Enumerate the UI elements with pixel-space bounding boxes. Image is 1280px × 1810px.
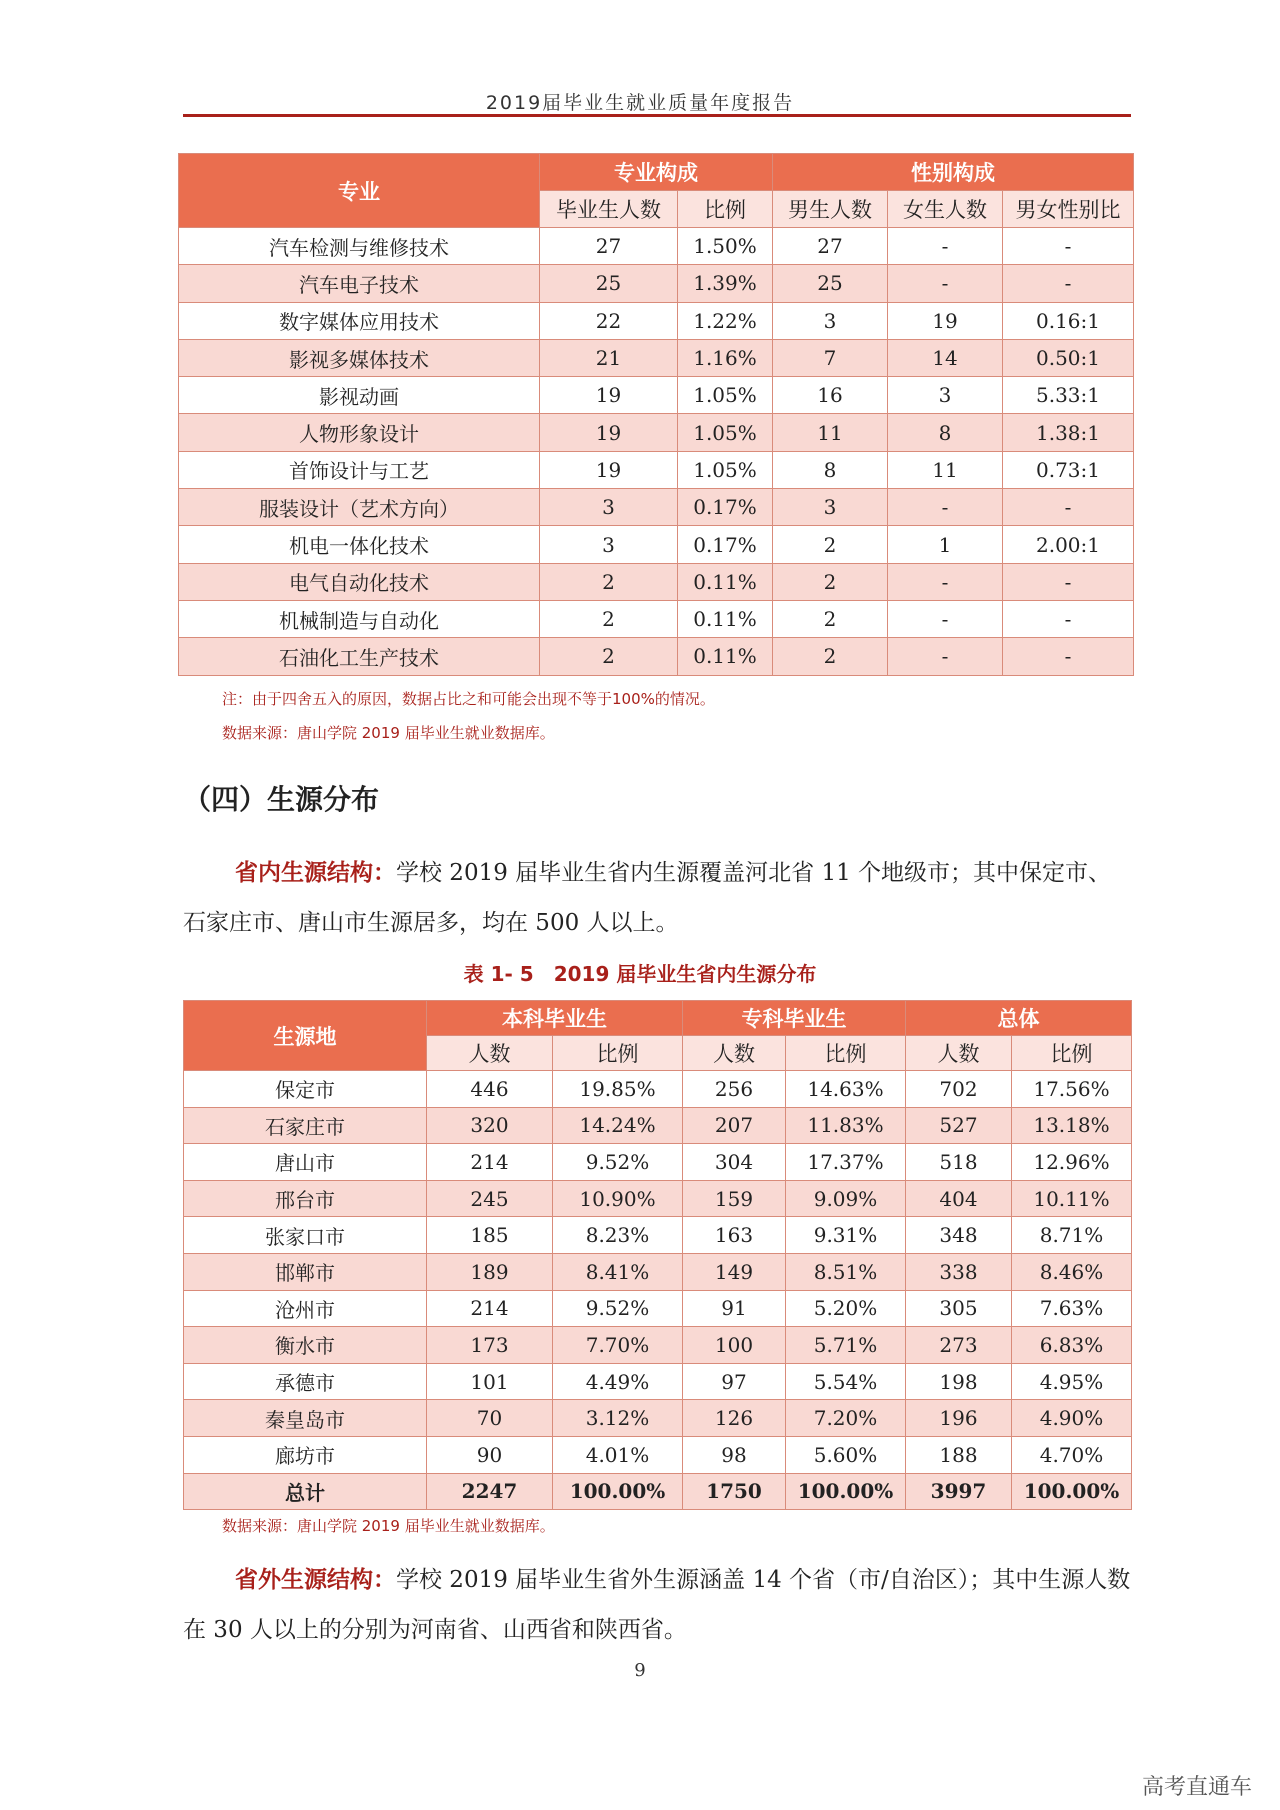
- table-cell: 3: [540, 526, 678, 563]
- table-cell: 6.83%: [1012, 1327, 1132, 1364]
- col-group-composition: 专业构成: [540, 154, 773, 191]
- header-title: 2019届毕业生就业质量年度报告: [485, 92, 795, 114]
- table-cell: 14.63%: [786, 1071, 906, 1108]
- table-cell: 3997: [906, 1473, 1012, 1510]
- table-cell: 2247: [427, 1473, 553, 1510]
- table-cell: 1.22%: [678, 302, 773, 339]
- table-row: [184, 1217, 1132, 1254]
- table-row: [184, 1071, 1132, 1108]
- table-cell: 石油化工生产技术: [179, 638, 540, 675]
- table-cell: 1.38:1: [1003, 414, 1134, 451]
- header-divider: [183, 114, 1131, 117]
- table-cell: 702: [906, 1071, 1012, 1108]
- table-cell: 8: [773, 451, 888, 488]
- paragraph-lead: 省外生源结构：: [235, 1567, 396, 1593]
- table-cell: 19: [888, 302, 1003, 339]
- table-row: [179, 451, 1134, 488]
- col-header-count: 人数: [906, 1036, 1012, 1071]
- table-row: [184, 1400, 1132, 1437]
- table-cell: 廊坊市: [184, 1436, 427, 1473]
- table-cell: 22: [540, 302, 678, 339]
- table-cell: 0.11%: [678, 563, 773, 600]
- table-cell: 19: [540, 451, 678, 488]
- table-cell: 数字媒体应用技术: [179, 302, 540, 339]
- table-cell: 214: [427, 1144, 553, 1181]
- table-cell: 14.24%: [553, 1107, 683, 1144]
- table-cell: 7.20%: [786, 1400, 906, 1437]
- paragraph-text: 学校 2019 届毕业生省外生源涵盖 14 个省（市/自治区）；其中生源人数在 30 人以上的分别为河南省、山西省和陕西省。: [183, 1567, 1131, 1643]
- table-row: [184, 1290, 1132, 1327]
- table-cell: 527: [906, 1107, 1012, 1144]
- table-cell: 影视动画: [179, 377, 540, 414]
- table-cell: 石家庄市: [184, 1107, 427, 1144]
- table-cell: 518: [906, 1144, 1012, 1181]
- table-cell: 8.46%: [1012, 1253, 1132, 1290]
- table-row: [179, 414, 1134, 451]
- table-cell: 机械制造与自动化: [179, 600, 540, 637]
- table-row: [184, 1436, 1132, 1473]
- table-cell: 19: [540, 414, 678, 451]
- table-row: [179, 377, 1134, 414]
- table-row: [179, 228, 1134, 265]
- col-header-female: 女生人数: [888, 191, 1003, 228]
- table-cell: 衡水市: [184, 1327, 427, 1364]
- table-cell: 5.54%: [786, 1363, 906, 1400]
- table-caption: 表 1- 5 2019 届毕业生省内生源分布: [463, 962, 817, 986]
- col-header-major: 专业: [179, 154, 540, 228]
- section-heading: （四）生源分布: [183, 783, 380, 816]
- page-number: 9: [634, 1660, 646, 1681]
- table-cell: 19.85%: [553, 1071, 683, 1108]
- table-cell: 0.50:1: [1003, 339, 1134, 376]
- table-cell: 9.52%: [553, 1290, 683, 1327]
- table-cell: 4.95%: [1012, 1363, 1132, 1400]
- table-cell: 4.49%: [553, 1363, 683, 1400]
- table-cell: 10.90%: [553, 1180, 683, 1217]
- table-cell: 196: [906, 1400, 1012, 1437]
- table-cell: -: [888, 638, 1003, 675]
- table-row: [179, 265, 1134, 302]
- table-cell: 2: [773, 563, 888, 600]
- col-group-vocational: 专科毕业生: [683, 1001, 906, 1036]
- table-cell: 9.52%: [553, 1144, 683, 1181]
- table-total-row: [184, 1473, 1132, 1510]
- table-cell: 首饰设计与工艺: [179, 451, 540, 488]
- table-note: 注：由于四舍五入的原因，数据占比之和可能会出现不等于100%的情况。: [222, 690, 715, 708]
- col-header-ratio: 比例: [1012, 1036, 1132, 1071]
- table-cell: 1.05%: [678, 377, 773, 414]
- table-cell: 3: [540, 489, 678, 526]
- table-cell: 0.17%: [678, 526, 773, 563]
- table-cell: -: [888, 563, 1003, 600]
- table-cell: 5.20%: [786, 1290, 906, 1327]
- table-cell: -: [888, 600, 1003, 637]
- table-cell: -: [1003, 638, 1134, 675]
- table-row: [179, 638, 1134, 675]
- table-cell: 8.23%: [553, 1217, 683, 1254]
- table-cell: 185: [427, 1217, 553, 1254]
- table-cell: 汽车检测与维修技术: [179, 228, 540, 265]
- table-cell: 0.11%: [678, 600, 773, 637]
- table-cell: 1750: [683, 1473, 786, 1510]
- table-cell: -: [888, 489, 1003, 526]
- table-cell: 汽车电子技术: [179, 265, 540, 302]
- table-cell: -: [888, 265, 1003, 302]
- col-group-gender: 性别构成: [773, 154, 1134, 191]
- table-cell: 4.70%: [1012, 1436, 1132, 1473]
- table-cell: 27: [540, 228, 678, 265]
- table-row: [184, 1107, 1132, 1144]
- table-cell: 70: [427, 1400, 553, 1437]
- table-cell: 214: [427, 1290, 553, 1327]
- table-cell: 保定市: [184, 1071, 427, 1108]
- table-cell: 9.31%: [786, 1217, 906, 1254]
- table-row: [179, 526, 1134, 563]
- table-cell: -: [1003, 600, 1134, 637]
- table-cell: 163: [683, 1217, 786, 1254]
- table-cell: 446: [427, 1071, 553, 1108]
- table-cell: 7: [773, 339, 888, 376]
- table-cell: 0.16:1: [1003, 302, 1134, 339]
- table-cell: 100.00%: [1012, 1473, 1132, 1510]
- table-cell: 404: [906, 1180, 1012, 1217]
- table-row: [184, 1253, 1132, 1290]
- table-cell: 91: [683, 1290, 786, 1327]
- table-cell: 1.05%: [678, 414, 773, 451]
- table-cell: 2: [540, 600, 678, 637]
- table-cell: 0.73:1: [1003, 451, 1134, 488]
- table-row: [184, 1144, 1132, 1181]
- col-header-gender-ratio: 男女性别比: [1003, 191, 1134, 228]
- table-cell: 245: [427, 1180, 553, 1217]
- table-row: [179, 302, 1134, 339]
- table-cell: 100.00%: [786, 1473, 906, 1510]
- table-cell: 273: [906, 1327, 1012, 1364]
- table-cell: 邯郸市: [184, 1253, 427, 1290]
- table-cell: 4.90%: [1012, 1400, 1132, 1437]
- table-cell: -: [1003, 265, 1134, 302]
- table-cell: 10.11%: [1012, 1180, 1132, 1217]
- table-cell: 7.70%: [553, 1327, 683, 1364]
- col-header-ratio: 比例: [786, 1036, 906, 1071]
- table-cell: 101: [427, 1363, 553, 1400]
- col-header-male: 男生人数: [773, 191, 888, 228]
- table-cell: 100: [683, 1327, 786, 1364]
- table-cell: 服装设计（艺术方向）: [179, 489, 540, 526]
- table-cell: 305: [906, 1290, 1012, 1327]
- table-cell: 21: [540, 339, 678, 376]
- table-cell: 98: [683, 1436, 786, 1473]
- table-cell: 11: [773, 414, 888, 451]
- table-cell: 100.00%: [553, 1473, 683, 1510]
- col-header-count: 人数: [683, 1036, 786, 1071]
- major-composition-table: [178, 153, 1134, 676]
- table-cell: 97: [683, 1363, 786, 1400]
- watermark: 高考直通车: [1141, 1775, 1252, 1800]
- table-cell: 1.05%: [678, 451, 773, 488]
- source-distribution-table: [183, 1000, 1132, 1510]
- table-cell: 4.01%: [553, 1436, 683, 1473]
- table-cell: 3.12%: [553, 1400, 683, 1437]
- table-cell: 188: [906, 1436, 1012, 1473]
- table-cell: -: [888, 228, 1003, 265]
- table-cell: 电气自动化技术: [179, 563, 540, 600]
- table-cell: 张家口市: [184, 1217, 427, 1254]
- table-cell: 8.41%: [553, 1253, 683, 1290]
- table-row: [179, 563, 1134, 600]
- table-cell: 沧州市: [184, 1290, 427, 1327]
- col-header-ratio: 比例: [678, 191, 773, 228]
- table-cell: 2: [540, 563, 678, 600]
- table-cell: 2.00:1: [1003, 526, 1134, 563]
- table-cell: 3: [773, 302, 888, 339]
- paragraph-text: 学校 2019 届毕业生省内生源覆盖河北省 11 个地级市；其中保定市、石家庄市、唐山市生源居多，均在 500 人以上。: [183, 860, 1112, 936]
- table-cell: 2: [773, 600, 888, 637]
- table-cell: 14: [888, 339, 1003, 376]
- table-cell: 304: [683, 1144, 786, 1181]
- table-cell: 5.33:1: [1003, 377, 1134, 414]
- table-cell: 11: [888, 451, 1003, 488]
- table-cell: 1: [888, 526, 1003, 563]
- table-cell: 13.18%: [1012, 1107, 1132, 1144]
- table-cell: 3: [888, 377, 1003, 414]
- table-cell: 2: [773, 638, 888, 675]
- table-cell: 348: [906, 1217, 1012, 1254]
- col-header-ratio: 比例: [553, 1036, 683, 1071]
- table-cell: 秦皇岛市: [184, 1400, 427, 1437]
- table-cell: 唐山市: [184, 1144, 427, 1181]
- table-cell: 1.50%: [678, 228, 773, 265]
- table-cell: 2: [540, 638, 678, 675]
- table-cell: 3: [773, 489, 888, 526]
- paragraph-lead: 省内生源结构：: [235, 860, 396, 886]
- table-cell: 机电一体化技术: [179, 526, 540, 563]
- table-cell: 17.56%: [1012, 1071, 1132, 1108]
- table-cell: -: [1003, 228, 1134, 265]
- table-cell: 总计: [184, 1473, 427, 1510]
- table-cell: 5.60%: [786, 1436, 906, 1473]
- table-cell: 9.09%: [786, 1180, 906, 1217]
- table-cell: 16: [773, 377, 888, 414]
- table-cell: -: [1003, 563, 1134, 600]
- table-cell: 320: [427, 1107, 553, 1144]
- table-cell: 8.51%: [786, 1253, 906, 1290]
- table-cell: 25: [773, 265, 888, 302]
- col-header-place: 生源地: [184, 1001, 427, 1071]
- data-source-note: 数据来源：唐山学院 2019 届毕业生就业数据库。: [222, 1517, 555, 1535]
- paragraph-in-province: [183, 848, 1133, 948]
- paragraph-out-province: [183, 1555, 1133, 1655]
- table-cell: 19: [540, 377, 678, 414]
- table-cell: 12.96%: [1012, 1144, 1132, 1181]
- table-row: [184, 1327, 1132, 1364]
- table-cell: 8: [888, 414, 1003, 451]
- table-cell: 1.39%: [678, 265, 773, 302]
- table-cell: 173: [427, 1327, 553, 1364]
- table-cell: 11.83%: [786, 1107, 906, 1144]
- table-cell: 8.71%: [1012, 1217, 1132, 1254]
- table-cell: 25: [540, 265, 678, 302]
- table-row: [184, 1180, 1132, 1217]
- table-cell: 256: [683, 1071, 786, 1108]
- table-cell: 27: [773, 228, 888, 265]
- table-cell: 2: [773, 526, 888, 563]
- col-header-graduates: 毕业生人数: [540, 191, 678, 228]
- table-cell: 189: [427, 1253, 553, 1290]
- table-row: [179, 600, 1134, 637]
- table-cell: 338: [906, 1253, 1012, 1290]
- table-cell: 159: [683, 1180, 786, 1217]
- col-header-count: 人数: [427, 1036, 553, 1071]
- table-cell: 7.63%: [1012, 1290, 1132, 1327]
- table-cell: 5.71%: [786, 1327, 906, 1364]
- table-cell: 承德市: [184, 1363, 427, 1400]
- col-group-total: 总体: [906, 1001, 1132, 1036]
- table-cell: 0.11%: [678, 638, 773, 675]
- table-cell: 149: [683, 1253, 786, 1290]
- table-cell: 126: [683, 1400, 786, 1437]
- table-cell: 0.17%: [678, 489, 773, 526]
- table-row: [184, 1363, 1132, 1400]
- table-cell: 198: [906, 1363, 1012, 1400]
- table-cell: 1.16%: [678, 339, 773, 376]
- table-cell: 17.37%: [786, 1144, 906, 1181]
- table-cell: 影视多媒体技术: [179, 339, 540, 376]
- table-cell: 邢台市: [184, 1180, 427, 1217]
- data-source-note: 数据来源：唐山学院 2019 届毕业生就业数据库。: [222, 724, 555, 742]
- table-cell: 207: [683, 1107, 786, 1144]
- table-row: [179, 489, 1134, 526]
- table-cell: 90: [427, 1436, 553, 1473]
- table-cell: -: [1003, 489, 1134, 526]
- col-group-undergrad: 本科毕业生: [427, 1001, 683, 1036]
- table-row: [179, 339, 1134, 376]
- table-cell: 人物形象设计: [179, 414, 540, 451]
